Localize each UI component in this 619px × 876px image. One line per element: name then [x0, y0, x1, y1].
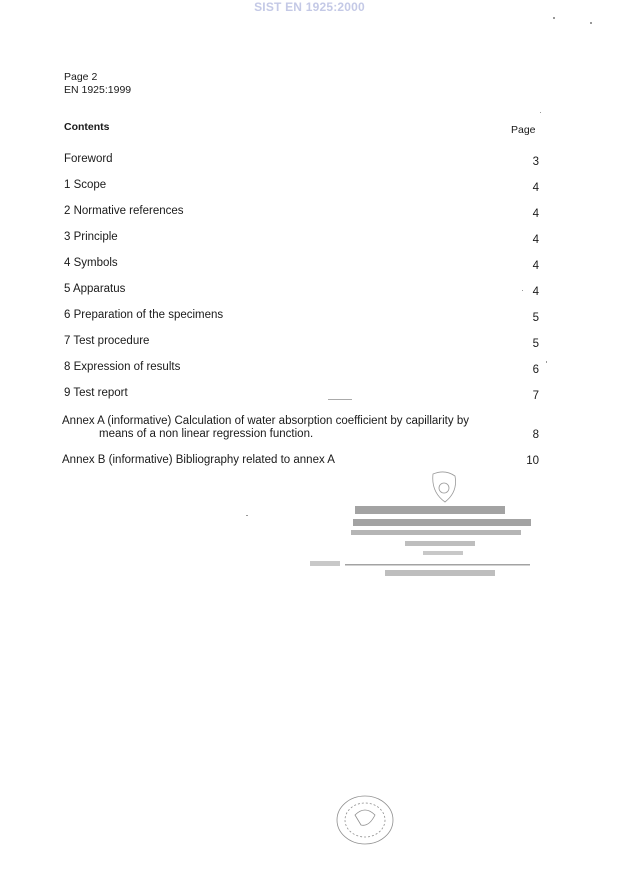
- toc-entry-page: 8: [532, 429, 539, 441]
- toc-entry-page: 4: [532, 234, 539, 246]
- toc-entry-page: 10: [526, 455, 539, 467]
- toc-entry-page: 5: [532, 312, 539, 324]
- toc-entry-title: 4 Symbols: [64, 257, 118, 269]
- toc-entry-title: 3 Principle: [64, 231, 118, 243]
- toc-entry-title: 2 Normative references: [64, 205, 184, 217]
- page-number: Page 2: [64, 71, 98, 83]
- toc-entry-page: 4: [532, 182, 539, 194]
- toc-entry-page: 3: [532, 156, 539, 168]
- round-seal: [333, 793, 397, 848]
- library-stamp: [305, 470, 540, 585]
- toc-entry-page: 4: [532, 286, 539, 298]
- toc-entry-page: 6: [532, 364, 539, 376]
- toc-entry-title: Foreword: [64, 153, 113, 165]
- toc-entry-title: 9 Test report: [64, 387, 128, 399]
- toc-entry-title: 8 Expression of results: [64, 361, 181, 373]
- page-column-heading: Page: [511, 124, 536, 136]
- toc-entry-title-continuation: means of a non linear regression function.: [99, 428, 314, 440]
- contents-heading: Contents: [64, 121, 110, 133]
- toc-entry-title: Annex B (informative) Bibliography related to annex A: [62, 454, 335, 466]
- toc-entry-page: 4: [532, 260, 539, 272]
- toc-entry-page: 7: [532, 390, 539, 402]
- toc-entry-title: 7 Test procedure: [64, 335, 150, 347]
- toc-entry-title: 1 Scope: [64, 179, 107, 191]
- toc-entry-page: 5: [532, 338, 539, 350]
- standard-reference: EN 1925:1999: [64, 84, 132, 96]
- toc-entry-page: 4: [532, 208, 539, 220]
- toc-entry-title: Annex A (informative) Calculation of water absorption coefficient by capillarity by: [62, 415, 469, 427]
- toc-entry-title: 5 Apparatus: [64, 283, 126, 295]
- toc-entry-title: 6 Preparation of the specimens: [64, 309, 224, 321]
- watermark: SIST EN 1925:2000: [254, 0, 365, 14]
